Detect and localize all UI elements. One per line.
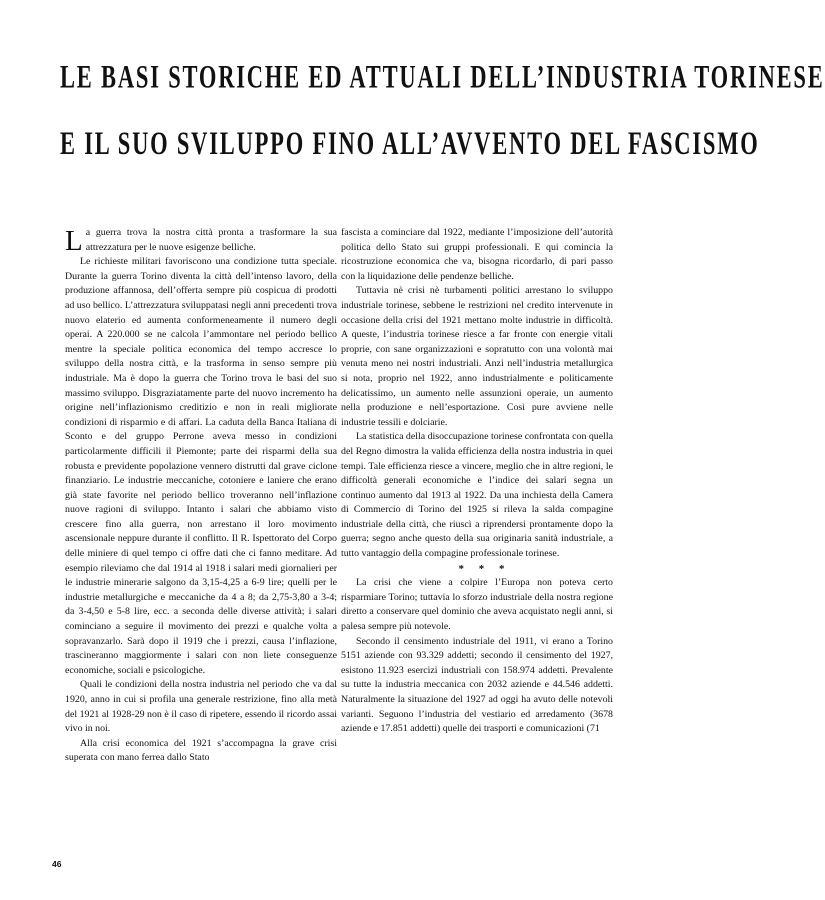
drop-cap: L (65, 225, 83, 257)
paragraph: Secondo il censimento industriale del 1911, vi erano a Torino 5151 aziende con 93.329 addetti; secondo il censimento del 1927, esistono 11.923 esercizi industriali con 158.974 addetti. Prevalente su tutte la industria meccanica con 2032 aziende e 44.546 addetti. Naturalmente la situazione del 1927 ad oggi ha avuto delle notevoli varianti. Seguono l’industria del vestiario ed arredamento (3678 aziende e 17.851 addetti) quelle dei trasporti e comunicazioni (71 (341, 635, 613, 735)
left-column (65, 226, 337, 766)
paragraph: Tuttavia nè crisi nè turbamenti politici arrestano lo sviluppo industriale torinese, sebbene le restrizioni nel credito intervenute in occasione della crisi del 1921 mettano molte industrie in difficoltà. A queste, l’industria torinese riesce a far fronte con energie vitali proprie, con sane organizzazioni e sopratutto con una volontà mai venuta meno nei nostri industriali. Anzi nell’industria metallurgica si nota, proprio nel 1922, anno industrialmente e politicamente delicatissimo, un aumento nelle assunzioni operaie, un aumento nella produzione e nell’esportazione. Così pure avviene nelle industrie tessili e dolciarie. (341, 285, 613, 428)
title-line-2: E IL SUO SVILUPPO FINO ALL’AVVENTO DEL FASCISMO (60, 125, 760, 162)
title-line-1: LE BASI STORICHE ED ATTUALI DELL’INDUSTRIA TORINESE (60, 58, 825, 95)
paragraph: La guerra trova la nostra città pronta a trasformare la sua attrezzatura per le nuove esigenze belliche. (65, 225, 337, 257)
paragraph: fascista a cominciare dal 1922, mediante l’imposizione dell’autorità politica dello Stato sui gruppi professionali. E qui comincia la ricostruzione economica che va, bisogna ricordarlo, di pari passo con la liquidazione delle pendenze belliche. (341, 227, 613, 282)
paragraph: Quali le condizioni della nostra industria nel periodo che va dal 1920, anno in cui si profila una generale restrizione, fino alla metà del 1921 al 1928-29 non è il caso di ripetere, essendo il ricordo assai vivo in noi. (65, 679, 337, 735)
paragraph: La statistica della disoccupazione torinese confrontata con quella del Regno dimostra la valida efficienza della nostra industria in quei tempi. Tale efficienza riesce a vincere, meglio che in altre regioni, le difficoltà generali economiche e l’indice dei salari segna un continuo aumento dal 1913 al 1922. Da una inchiesta della Camera di Commercio di Torino del 1925 si rileva la salda compagine industriale della città, che riuscì a riprendersi prontamente dopo la guerra; segno anche questo della sua originaria sanità industriale, a tutto vantaggio della compagine professionale torinese. (341, 431, 613, 560)
right-column (341, 226, 613, 737)
paragraph: Alla crisi economica del 1921 s’accompagna la grave crisi superata con mano ferrea dallo Stato (65, 737, 337, 764)
article-title (60, 44, 825, 177)
section-separator: * * * (458, 562, 511, 575)
paragraph: Le richieste militari favoriscono una condizione tutta speciale. Durante la guerra Torino diventa la città dell’intenso lavoro, della produzione affannosa, dell’offerta sempre più cospicua di prodotti ad uso bellico. L’attrezzatura sviluppatasi negli anni precedenti trova nuovo elaterio ed aumenta conformeneamente il numero degli operai. A 220.000 se ne calcola l’ammontare nel periodo bellico mentre la speciale politica economica del tempo accresce lo sviluppo della nostra città, e la trasforma in senso sempre più industriale. Ma è dopo la guerra che Torino trova le basi del suo massimo sviluppo. Disgraziatamente parte del nuovo incremento ha origine nell’inflazionismo creditizio e non in reali migliorate condizioni di risparmio e di affari. La caduta della Banca Italiana di Sconto e del gruppo Perrone aveva messo in condizioni particolarmente difficili il Piemonte; parte dei risparmi della sua robusta e previdente popolazione vennero distrutti dal grave ciclone finanziario. Le industrie meccaniche, cotoniere e laniere che erano già state favorite nel periodo bellico troveranno nell’inflazione nuove ragioni di sviluppo. Intanto i salari che abbiamo visto crescere fino alla guerra, non arrestano il loro movimento ascensionale neppure durante il conflitto. Il R. Ispettorato del Corpo delle miniere di quel tempo ci offre dati che ci fanno meditare. Ad esempio rileviamo che dal 1914 al 1918 i salari medi giornalieri per le industrie minerarie salgono da 3,15-4,25 a 6-9 lire; quelli per le industrie metallurgiche e meccaniche da 4 a 8; da 2,75-3,80 a 3-4; da 3-4,50 e 5-8 lire, ecc. a seconda delle diverse attività; i salari cominciano a seguire il movimento dei prezzi e qualche volta a sopravanzarlo. Sarà dopo il 1919 che i prezzi, causa l’inflazione, trascineranno maggiormente i salari con non liete conseguenze economiche, sociali e psicologiche. (65, 256, 337, 676)
paragraph: La crisi che viene a colpire l’Europa non poteva certo risparmiare Torino; tuttavia lo sforzo industriale della nostra regione diretto a conservare quel dominio che aveva acquistato negli anni, si palesa sempre più notevole. (341, 577, 613, 633)
page-number: 46 (52, 859, 62, 869)
